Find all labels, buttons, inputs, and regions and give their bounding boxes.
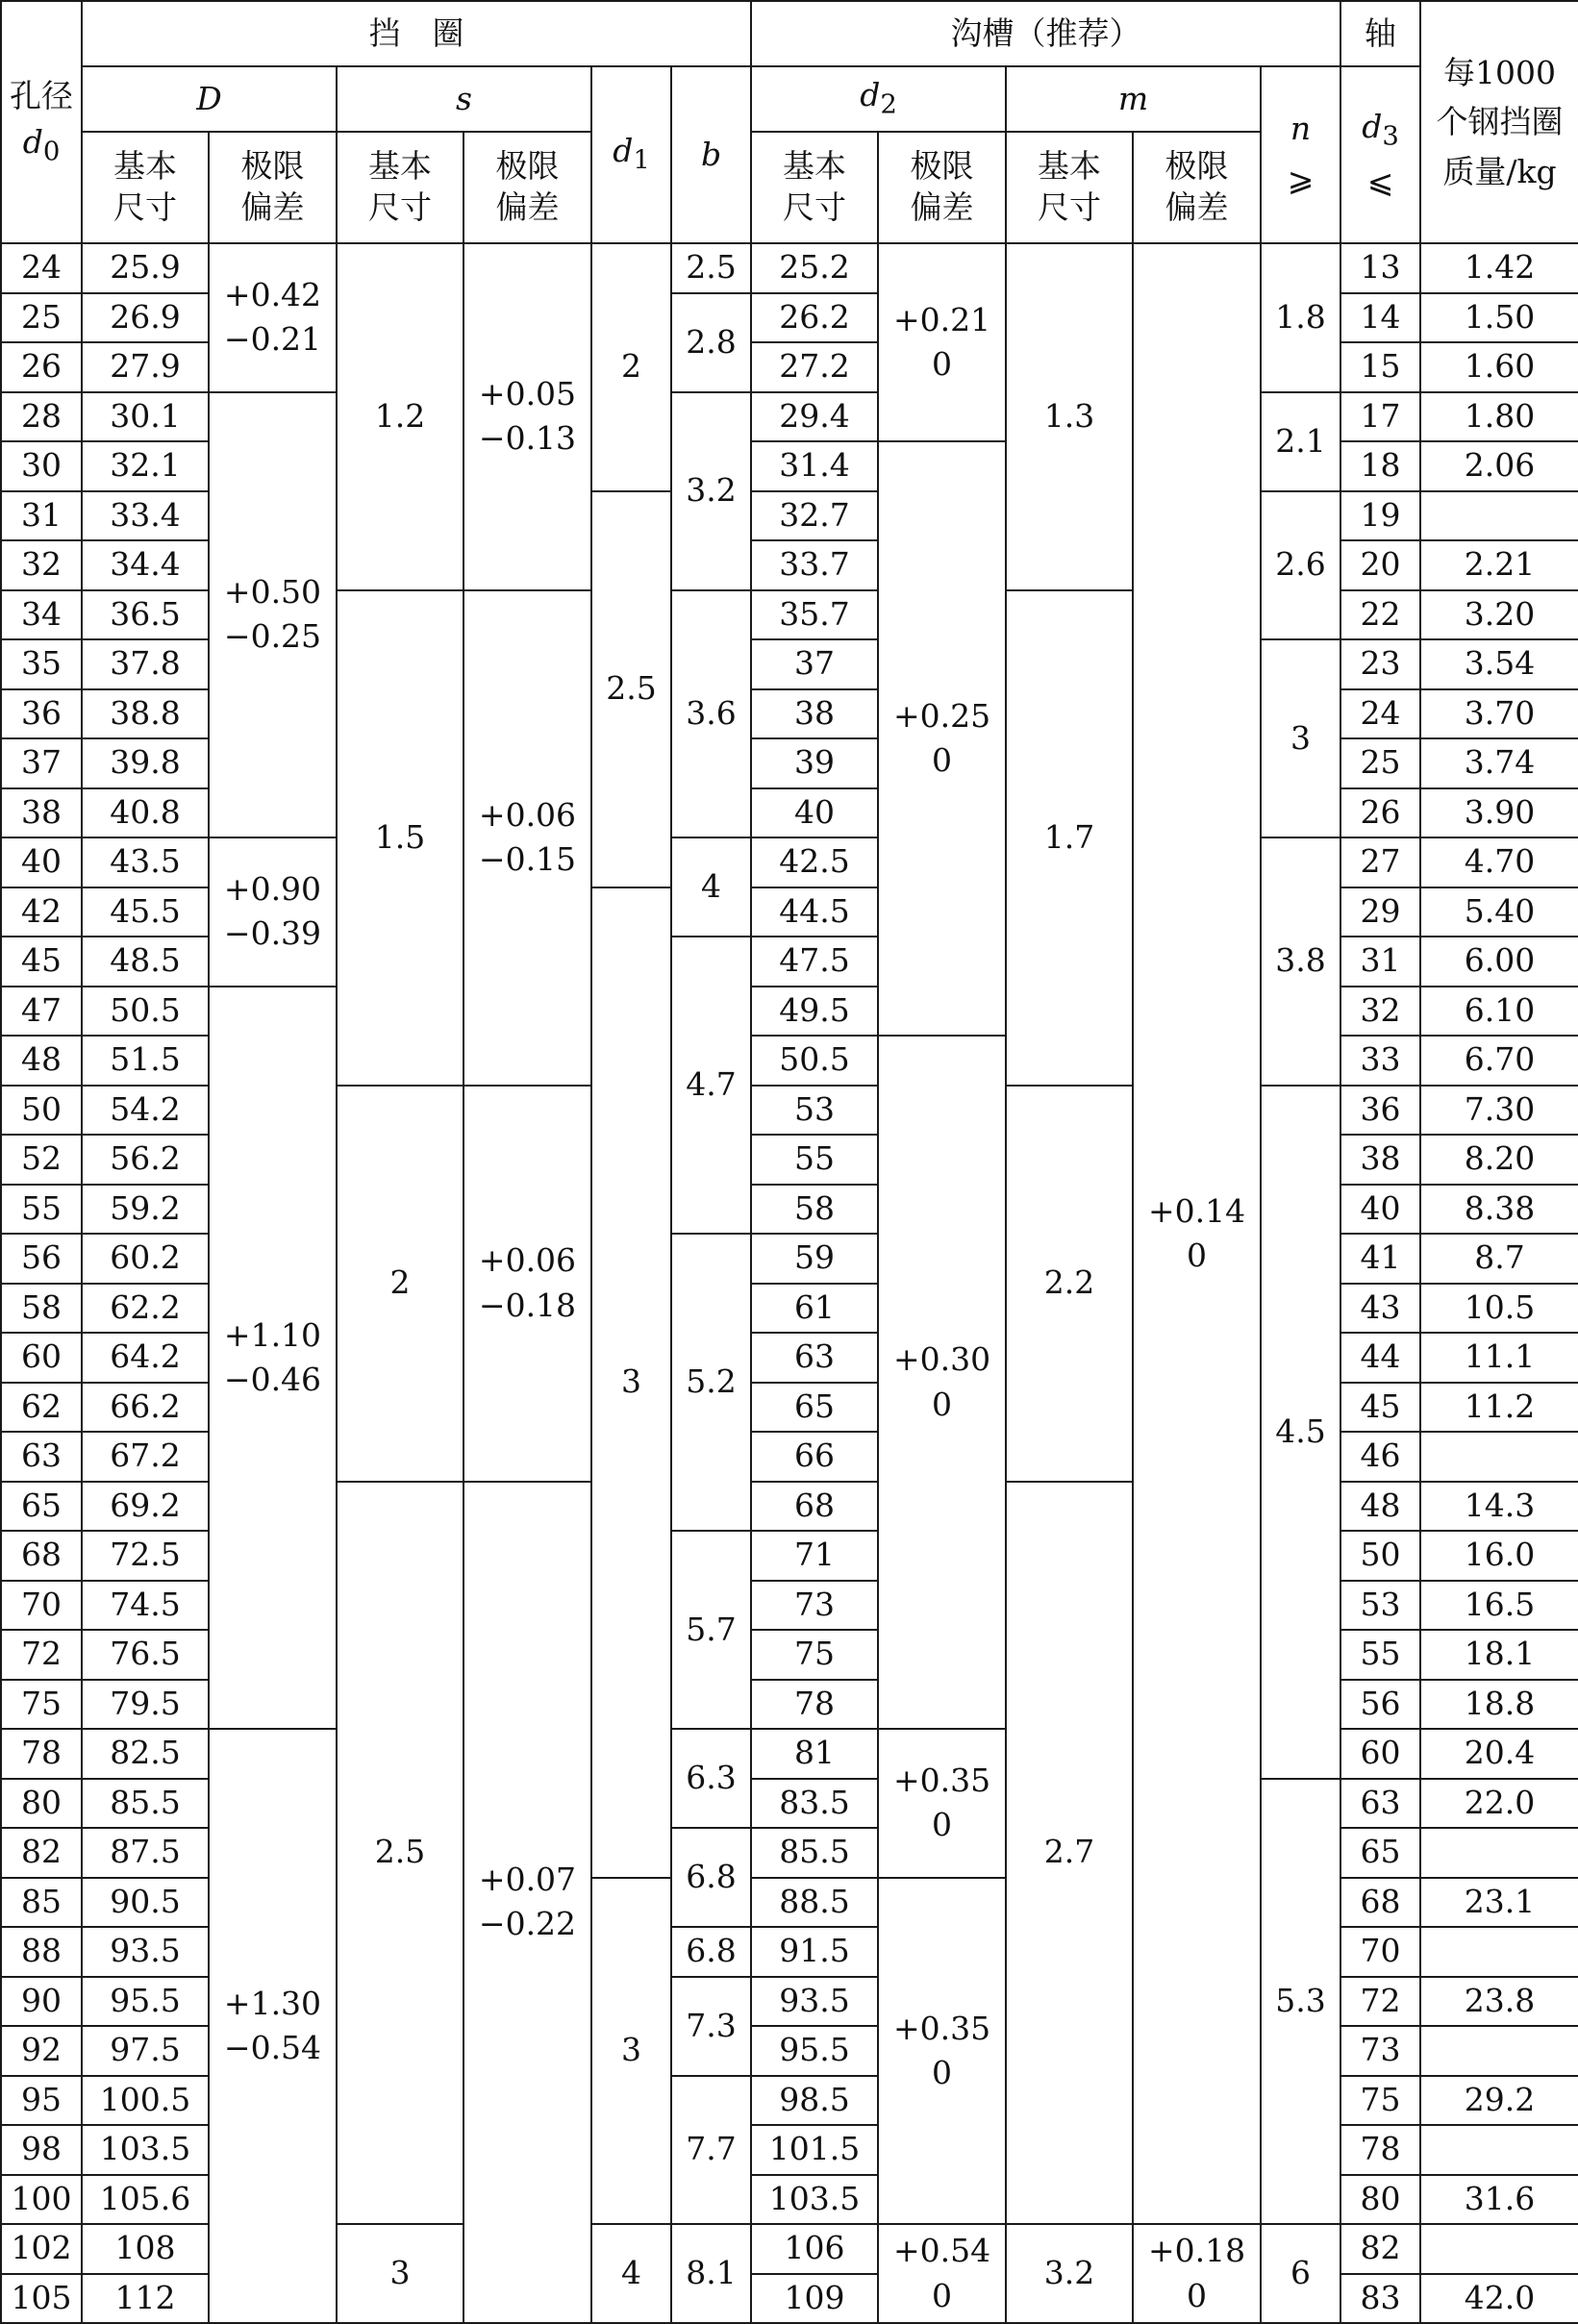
D-basic-cell: 30.1 — [82, 392, 209, 442]
hole-diameter-cell: 58 — [1, 1284, 82, 1334]
mass-label: 每1000个钢挡圈质量/kg — [1436, 54, 1564, 190]
d3-cell: 40 — [1340, 1185, 1420, 1235]
b-cell: 2.5 — [671, 243, 751, 293]
d1-cell: 4 — [591, 2224, 671, 2323]
hole-diameter-cell: 70 — [1, 1581, 82, 1631]
mass-cell: 5.40 — [1420, 887, 1578, 937]
b-cell: 4.7 — [671, 937, 751, 1234]
D-basic-cell: 87.5 — [82, 1828, 209, 1878]
D-basic-cell: 69.2 — [82, 1482, 209, 1532]
d2-basic-cell: 37 — [751, 639, 878, 689]
n-cell: 3 — [1261, 639, 1340, 837]
shaft-header: 轴 — [1340, 1, 1420, 66]
mass-cell: 3.90 — [1420, 788, 1578, 838]
hole-diameter-cell: 35 — [1, 639, 82, 689]
D-basic-cell: 27.9 — [82, 342, 209, 392]
d2-basic-cell: 91.5 — [751, 1927, 878, 1977]
s-basic-cell: 1.2 — [337, 243, 463, 590]
hole-diameter-cell: 26 — [1, 342, 82, 392]
s-basic-cell: 2 — [337, 1086, 463, 1482]
m-header: m — [1006, 66, 1261, 132]
d2-basic-cell: 42.5 — [751, 837, 878, 887]
D-basic-cell: 37.8 — [82, 639, 209, 689]
hole-diameter-cell: 32 — [1, 540, 82, 590]
table-row — [1, 243, 1578, 293]
d2-basic-cell: 33.7 — [751, 540, 878, 590]
hole-diameter-cell: 80 — [1, 1779, 82, 1829]
groove-header: 沟槽（推荐） — [751, 1, 1340, 66]
mass-cell — [1420, 2125, 1578, 2175]
D-basic-cell: 54.2 — [82, 1086, 209, 1136]
d2-deviation-header: 极限 偏差 — [878, 132, 1006, 243]
d3-cell: 70 — [1340, 1927, 1420, 1977]
hole-diameter-cell: 100 — [1, 2175, 82, 2225]
d2-basic-cell: 109 — [751, 2274, 878, 2324]
D-basic-header: 基本 尺寸 — [82, 132, 209, 243]
d3-cell: 18 — [1340, 441, 1420, 491]
m-basic-cell: 1.7 — [1006, 590, 1133, 1086]
D-basic-cell: 93.5 — [82, 1927, 209, 1977]
mass-cell: 16.0 — [1420, 1531, 1578, 1581]
d0-symbol: d — [22, 122, 43, 161]
d3-cell: 38 — [1340, 1135, 1420, 1185]
n-cell: 1.8 — [1261, 243, 1340, 392]
mass-cell — [1420, 491, 1578, 541]
mass-cell: 8.7 — [1420, 1234, 1578, 1284]
hole-diameter-cell: 105 — [1, 2274, 82, 2324]
d2-basic-cell: 71 — [751, 1531, 878, 1581]
hole-diameter-cell: 45 — [1, 937, 82, 987]
d3-cell: 24 — [1340, 689, 1420, 739]
d1-cell: 2.5 — [591, 491, 671, 887]
mass-cell: 7.30 — [1420, 1086, 1578, 1136]
d3-cell: 45 — [1340, 1383, 1420, 1433]
hole-diameter-cell: 30 — [1, 441, 82, 491]
n-cell: 2.1 — [1261, 392, 1340, 491]
D-deviation-cell: +1.30 −0.54 — [209, 1729, 337, 2323]
D-basic-cell: 39.8 — [82, 738, 209, 788]
n-header: n ⩾ — [1261, 66, 1340, 243]
D-basic-cell: 43.5 — [82, 837, 209, 887]
d3-cell: 32 — [1340, 987, 1420, 1037]
d3-cell: 68 — [1340, 1878, 1420, 1928]
D-deviation-header: 极限 偏差 — [209, 132, 337, 243]
D-basic-cell: 32.1 — [82, 441, 209, 491]
hole-diameter-cell: 42 — [1, 887, 82, 937]
d3-cell: 33 — [1340, 1036, 1420, 1086]
d3-cell: 22 — [1340, 590, 1420, 640]
mass-cell: 3.74 — [1420, 738, 1578, 788]
d3-cell: 13 — [1340, 243, 1420, 293]
d3-cell: 60 — [1340, 1729, 1420, 1779]
d2-basic-cell: 83.5 — [751, 1779, 878, 1829]
D-deviation-cell: +0.90 −0.39 — [209, 837, 337, 987]
D-basic-cell: 66.2 — [82, 1383, 209, 1433]
d2-deviation-cell: +0.30 0 — [878, 1036, 1006, 1729]
d2-basic-cell: 39 — [751, 738, 878, 788]
hole-diameter-header: 孔径 $d_0$ — [1, 1, 82, 243]
d3-cell: 20 — [1340, 540, 1420, 590]
d3-cell: 63 — [1340, 1779, 1420, 1829]
d2-deviation-cell: +0.35 0 — [878, 1878, 1006, 2225]
mass-cell: 23.1 — [1420, 1878, 1578, 1928]
d3-cell: 14 — [1340, 293, 1420, 343]
D-header: D — [82, 66, 337, 132]
d3-cell: 17 — [1340, 392, 1420, 442]
hole-diameter-cell: 48 — [1, 1036, 82, 1086]
hole-diameter-cell: 90 — [1, 1977, 82, 2027]
d3-cell: 55 — [1340, 1630, 1420, 1680]
d2-basic-cell: 35.7 — [751, 590, 878, 640]
d3-cell: 78 — [1340, 2125, 1420, 2175]
b-cell: 5.7 — [671, 1531, 751, 1729]
mass-cell: 3.70 — [1420, 689, 1578, 739]
s-header: s — [337, 66, 591, 132]
hole-diameter-cell: 40 — [1, 837, 82, 887]
table-row — [1, 392, 1578, 442]
b-cell: 7.7 — [671, 2076, 751, 2225]
mass-cell: 11.1 — [1420, 1333, 1578, 1383]
D-basic-cell: 90.5 — [82, 1878, 209, 1928]
retaining-ring-header: 挡 圈 — [82, 1, 751, 66]
d2-basic-cell: 55 — [751, 1135, 878, 1185]
s-deviation-cell: +0.06 −0.18 — [463, 1086, 591, 1482]
mass-cell: 23.8 — [1420, 1977, 1578, 2027]
D-basic-cell: 100.5 — [82, 2076, 209, 2126]
d3-cell: 29 — [1340, 887, 1420, 937]
d3-cell: 72 — [1340, 1977, 1420, 2027]
m-basic-cell: 2.2 — [1006, 1086, 1133, 1482]
hole-diameter-cell: 56 — [1, 1234, 82, 1284]
D-basic-cell: 51.5 — [82, 1036, 209, 1086]
hole-diameter-cell: 55 — [1, 1185, 82, 1235]
d3-cell: 27 — [1340, 837, 1420, 887]
hole-diameter-cell: 28 — [1, 392, 82, 442]
m-basic-header: 基本 尺寸 — [1006, 132, 1133, 243]
n-cell: 3.8 — [1261, 837, 1340, 1086]
s-basic-header: 基本 尺寸 — [337, 132, 463, 243]
mass-cell: 6.10 — [1420, 987, 1578, 1037]
table-row — [1, 987, 1578, 1037]
hole-diameter-cell: 24 — [1, 243, 82, 293]
mass-cell: 2.21 — [1420, 540, 1578, 590]
b-cell: 2.8 — [671, 293, 751, 392]
mass-cell: 16.5 — [1420, 1581, 1578, 1631]
d2-basic-cell: 75 — [751, 1630, 878, 1680]
D-basic-cell: 48.5 — [82, 937, 209, 987]
d3-cell: 23 — [1340, 639, 1420, 689]
hole-diameter-cell: 82 — [1, 1828, 82, 1878]
mass-cell: 2.06 — [1420, 441, 1578, 491]
hole-diameter-cell: 36 — [1, 689, 82, 739]
d2-basic-cell: 53 — [751, 1086, 878, 1136]
mass-cell: 1.60 — [1420, 342, 1578, 392]
b-cell: 6.8 — [671, 1927, 751, 1977]
b-cell: 6.3 — [671, 1729, 751, 1828]
d3-cell: 26 — [1340, 788, 1420, 838]
d2-basic-cell: 44.5 — [751, 887, 878, 937]
d3-cell: 73 — [1340, 2026, 1420, 2076]
d3-cell: 41 — [1340, 1234, 1420, 1284]
d2-basic-cell: 95.5 — [751, 2026, 878, 2076]
d2-basic-cell: 32.7 — [751, 491, 878, 541]
d2-basic-cell: 66 — [751, 1432, 878, 1482]
b-cell: 8.1 — [671, 2224, 751, 2323]
d2-basic-cell: 29.4 — [751, 392, 878, 442]
d2-basic-cell: 63 — [751, 1333, 878, 1383]
d2-basic-cell: 40 — [751, 788, 878, 838]
hole-diameter-cell: 31 — [1, 491, 82, 541]
mass-cell: 11.2 — [1420, 1383, 1578, 1433]
d3-cell: 25 — [1340, 738, 1420, 788]
hole-diameter-cell: 34 — [1, 590, 82, 640]
d2-basic-cell: 25.2 — [751, 243, 878, 293]
n-cell: 4.5 — [1261, 1086, 1340, 1779]
s-deviation-header: 极限 偏差 — [463, 132, 591, 243]
D-basic-cell: 25.9 — [82, 243, 209, 293]
hole-diameter-cell: 50 — [1, 1086, 82, 1136]
d3-cell: 44 — [1340, 1333, 1420, 1383]
mass-cell: 20.4 — [1420, 1729, 1578, 1779]
d3-cell: 82 — [1340, 2224, 1420, 2274]
s-deviation-cell: +0.05 −0.13 — [463, 243, 591, 590]
D-basic-cell: 105.6 — [82, 2175, 209, 2225]
hole-diameter-cell: 75 — [1, 1680, 82, 1730]
hole-diameter-cell: 102 — [1, 2224, 82, 2274]
D-basic-cell: 33.4 — [82, 491, 209, 541]
mass-cell: 31.6 — [1420, 2175, 1578, 2225]
d2-basic-cell: 103.5 — [751, 2175, 878, 2225]
D-basic-cell: 64.2 — [82, 1333, 209, 1383]
s-basic-cell: 3 — [337, 2224, 463, 2323]
s-deviation-cell: +0.07 −0.22 — [463, 1482, 591, 2324]
D-basic-cell: 97.5 — [82, 2026, 209, 2076]
D-basic-cell: 40.8 — [82, 788, 209, 838]
m-deviation-header: 极限 偏差 — [1133, 132, 1261, 243]
s-basic-cell: 1.5 — [337, 590, 463, 1086]
mass-cell: 22.0 — [1420, 1779, 1578, 1829]
hole-diameter-cell: 38 — [1, 788, 82, 838]
d2-basic-cell: 47.5 — [751, 937, 878, 987]
hole-diameter-cell: 65 — [1, 1482, 82, 1532]
d3-cell: 80 — [1340, 2175, 1420, 2225]
D-basic-cell: 26.9 — [82, 293, 209, 343]
s-basic-cell: 2.5 — [337, 1482, 463, 2225]
hole-diameter-cell: 68 — [1, 1531, 82, 1581]
mass-cell — [1420, 2026, 1578, 2076]
D-basic-cell: 103.5 — [82, 2125, 209, 2175]
b-cell: 3.6 — [671, 590, 751, 838]
mass-cell: 42.0 — [1420, 2274, 1578, 2324]
D-basic-cell: 76.5 — [82, 1630, 209, 1680]
b-cell: 4 — [671, 837, 751, 937]
mass-cell — [1420, 1432, 1578, 1482]
d2-basic-cell: 49.5 — [751, 987, 878, 1037]
mass-header — [1420, 1, 1578, 243]
D-basic-cell: 67.2 — [82, 1432, 209, 1482]
hole-diameter-cell: 88 — [1, 1927, 82, 1977]
mass-cell: 1.80 — [1420, 392, 1578, 442]
D-basic-cell: 38.8 — [82, 689, 209, 739]
d3-cell: 19 — [1340, 491, 1420, 541]
d2-basic-cell: 27.2 — [751, 342, 878, 392]
D-basic-cell: 72.5 — [82, 1531, 209, 1581]
mass-cell: 6.00 — [1420, 937, 1578, 987]
d2-basic-cell: 61 — [751, 1284, 878, 1334]
d2-basic-cell: 31.4 — [751, 441, 878, 491]
d3-cell: 65 — [1340, 1828, 1420, 1878]
d2-basic-cell: 93.5 — [751, 1977, 878, 2027]
mass-cell: 3.54 — [1420, 639, 1578, 689]
hole-diameter-cell: 85 — [1, 1878, 82, 1928]
d2-basic-cell: 73 — [751, 1581, 878, 1631]
mass-cell — [1420, 2224, 1578, 2274]
d3-cell: 50 — [1340, 1531, 1420, 1581]
hole-diameter-cell: 37 — [1, 738, 82, 788]
d3-cell: 46 — [1340, 1432, 1420, 1482]
m-basic-cell: 1.3 — [1006, 243, 1133, 590]
D-basic-cell: 36.5 — [82, 590, 209, 640]
d2-basic-cell: 26.2 — [751, 293, 878, 343]
hole-diameter-cell: 78 — [1, 1729, 82, 1779]
d2-basic-cell: 65 — [751, 1383, 878, 1433]
hole-diameter-cell: 63 — [1, 1432, 82, 1482]
d2-basic-cell: 58 — [751, 1185, 878, 1235]
mass-cell: 4.70 — [1420, 837, 1578, 887]
d3-cell: 75 — [1340, 2076, 1420, 2126]
mass-cell: 3.20 — [1420, 590, 1578, 640]
D-basic-cell: 112 — [82, 2274, 209, 2324]
d2-basic-cell: 101.5 — [751, 2125, 878, 2175]
d1-cell: 2 — [591, 243, 671, 491]
D-basic-cell: 85.5 — [82, 1779, 209, 1829]
mass-cell: 1.50 — [1420, 293, 1578, 343]
mass-cell: 18.8 — [1420, 1680, 1578, 1730]
m-deviation-cell: +0.18 0 — [1133, 2224, 1261, 2323]
D-basic-cell: 74.5 — [82, 1581, 209, 1631]
d3-cell: 15 — [1340, 342, 1420, 392]
d2-basic-cell: 85.5 — [751, 1828, 878, 1878]
hole-diameter-cell: 95 — [1, 2076, 82, 2126]
mass-cell: 6.70 — [1420, 1036, 1578, 1086]
d2-basic-cell: 38 — [751, 689, 878, 739]
m-basic-cell: 2.7 — [1006, 1482, 1133, 2225]
D-deviation-cell: +0.42 −0.21 — [209, 243, 337, 392]
mass-cell: 29.2 — [1420, 2076, 1578, 2126]
table-row — [1, 1729, 1578, 1779]
d3-cell: 36 — [1340, 1086, 1420, 1136]
D-basic-cell: 108 — [82, 2224, 209, 2274]
hole-diameter-cell: 47 — [1, 987, 82, 1037]
D-basic-cell: 50.5 — [82, 987, 209, 1037]
mass-cell — [1420, 1828, 1578, 1878]
b-cell: 3.2 — [671, 392, 751, 590]
d3-cell: 53 — [1340, 1581, 1420, 1631]
d2-basic-cell: 50.5 — [751, 1036, 878, 1086]
mass-cell: 18.1 — [1420, 1630, 1578, 1680]
D-basic-cell: 62.2 — [82, 1284, 209, 1334]
d3-header: $d_3$ ⩽ — [1340, 66, 1420, 243]
d3-cell: 83 — [1340, 2274, 1420, 2324]
d2-header: $d_2$ — [751, 66, 1006, 132]
m-deviation-cell: +0.14 0 — [1133, 243, 1261, 2224]
mass-cell: 14.3 — [1420, 1482, 1578, 1532]
hole-diameter-label: 孔径 — [10, 76, 73, 114]
d2-basic-cell: 59 — [751, 1234, 878, 1284]
D-basic-cell: 60.2 — [82, 1234, 209, 1284]
D-basic-cell: 82.5 — [82, 1729, 209, 1779]
mass-cell: 8.38 — [1420, 1185, 1578, 1235]
d1-cell: 3 — [591, 1878, 671, 2225]
d2-basic-header: 基本 尺寸 — [751, 132, 878, 243]
mass-cell: 10.5 — [1420, 1284, 1578, 1334]
d2-deviation-cell: +0.54 0 — [878, 2224, 1006, 2323]
D-basic-cell: 56.2 — [82, 1135, 209, 1185]
d3-cell: 31 — [1340, 937, 1420, 987]
D-basic-cell: 34.4 — [82, 540, 209, 590]
d2-basic-cell: 81 — [751, 1729, 878, 1779]
hole-diameter-cell: 62 — [1, 1383, 82, 1433]
D-basic-cell: 79.5 — [82, 1680, 209, 1730]
d2-deviation-cell: +0.35 0 — [878, 1729, 1006, 1878]
hole-diameter-cell: 92 — [1, 2026, 82, 2076]
n-cell: 5.3 — [1261, 1779, 1340, 2225]
n-cell: 2.6 — [1261, 491, 1340, 640]
d2-deviation-cell: +0.25 0 — [878, 441, 1006, 1036]
d2-basic-cell: 68 — [751, 1482, 878, 1532]
d2-deviation-cell: +0.21 0 — [878, 243, 1006, 441]
hole-diameter-cell: 52 — [1, 1135, 82, 1185]
table-row — [1, 837, 1578, 887]
hole-diameter-cell: 72 — [1, 1630, 82, 1680]
d2-basic-cell: 88.5 — [751, 1878, 878, 1928]
n-cell: 6 — [1261, 2224, 1340, 2323]
d2-basic-cell: 78 — [751, 1680, 878, 1730]
d1-cell: 3 — [591, 887, 671, 1878]
D-basic-cell: 59.2 — [82, 1185, 209, 1235]
b-cell: 7.3 — [671, 1977, 751, 2076]
d3-cell: 43 — [1340, 1284, 1420, 1334]
D-basic-cell: 45.5 — [82, 887, 209, 937]
hole-diameter-cell: 60 — [1, 1333, 82, 1383]
s-deviation-cell: +0.06 −0.15 — [463, 590, 591, 1086]
b-cell: 6.8 — [671, 1828, 751, 1927]
m-basic-cell: 3.2 — [1006, 2224, 1133, 2323]
D-deviation-cell: +0.50 −0.25 — [209, 392, 337, 838]
b-header: b — [671, 66, 751, 243]
d1-header: $d_1$ — [591, 66, 671, 243]
d2-basic-cell: 98.5 — [751, 2076, 878, 2126]
mass-cell: 8.20 — [1420, 1135, 1578, 1185]
b-cell: 5.2 — [671, 1234, 751, 1531]
d3-cell: 48 — [1340, 1482, 1420, 1532]
hole-diameter-cell: 25 — [1, 293, 82, 343]
mass-cell — [1420, 1927, 1578, 1977]
mass-cell: 1.42 — [1420, 243, 1578, 293]
hole-diameter-cell: 98 — [1, 2125, 82, 2175]
d3-cell: 56 — [1340, 1680, 1420, 1730]
d2-basic-cell: 106 — [751, 2224, 878, 2274]
D-basic-cell: 95.5 — [82, 1977, 209, 2027]
D-deviation-cell: +1.10 −0.46 — [209, 987, 337, 1730]
